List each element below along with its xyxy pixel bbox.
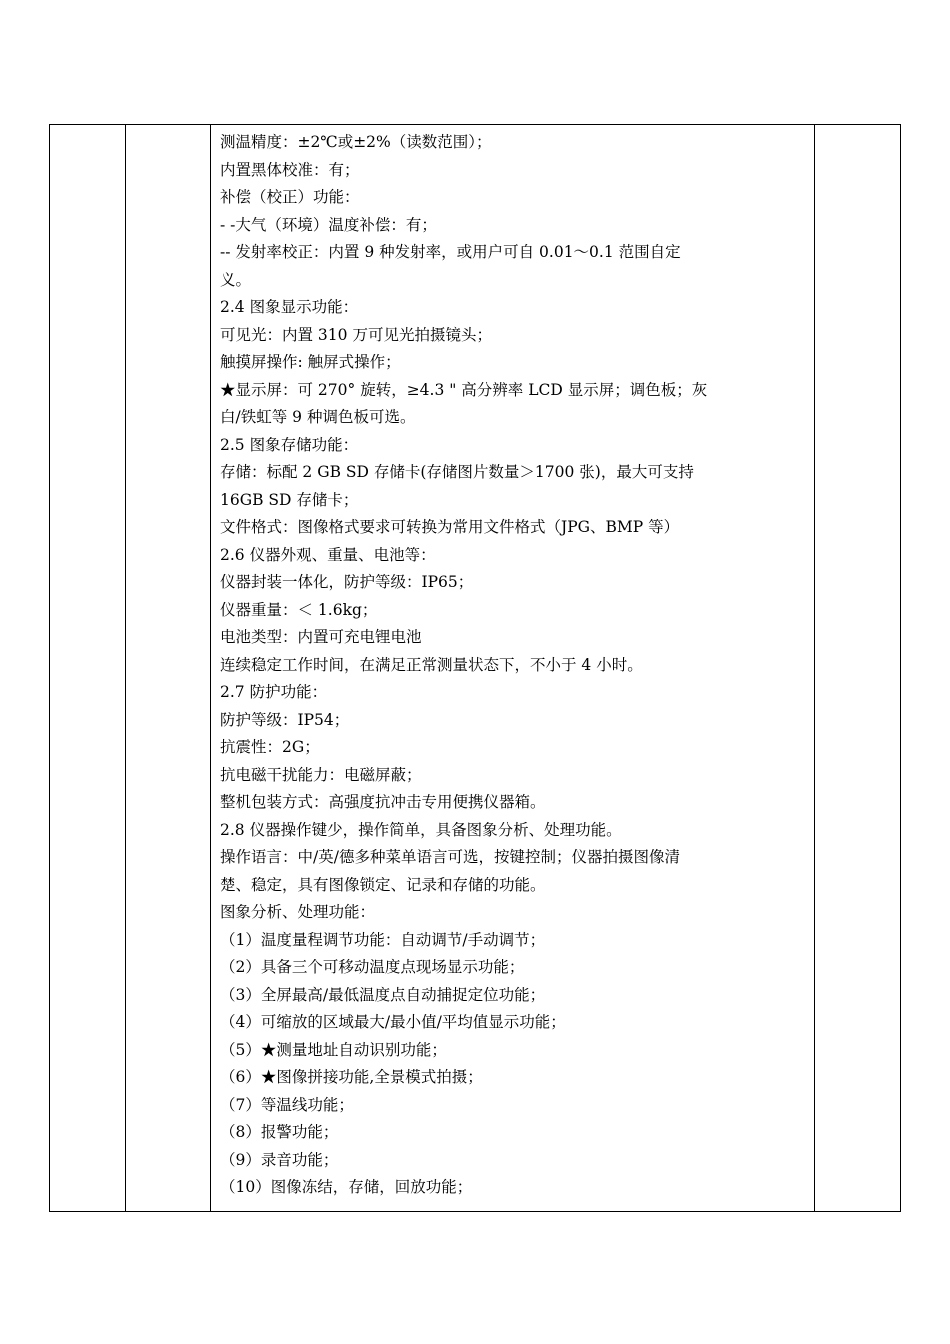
spec-line: （6）★图像拼接功能,全景模式拍摄； [220, 1068, 483, 1086]
spec-line: 抗震性：2G； [220, 738, 320, 756]
spec-line: 2.5 图象存储功能： [220, 435, 359, 454]
spec-line: （9）录音功能； [220, 1150, 339, 1169]
spec-line: 补偿（校正）功能： [220, 188, 360, 206]
spec-line: -- 发射率校正：内置 9 种发射率，或用户可自 0.01～0.1 范围自定 [220, 243, 681, 261]
spec-content-cell [220, 129, 808, 1202]
spec-line: 触摸屏操作: 触屏式操作； [220, 353, 401, 371]
spec-line: 仪器封装一体化，防护等级：IP65； [220, 573, 474, 591]
spec-line: （3）全屏最高/最低温度点自动捕捉定位功能； [220, 985, 546, 1004]
spec-line: ★显示屏：可 270° 旋转，≥4.3 " 高分辨率 LCD 显示屏；调色板；灰 [220, 380, 708, 399]
spec-line: （4）可缩放的区域最大/最小值/平均值显示功能； [220, 1013, 566, 1031]
spec-line: （7）等温线功能； [220, 1095, 354, 1114]
spec-line: （8）报警功能； [220, 1123, 339, 1141]
spec-line: - -大气（环境）温度补偿：有； [220, 215, 437, 234]
spec-table [49, 124, 901, 1212]
spec-line: （1）温度量程调节功能：自动调节/手动调节； [220, 930, 546, 949]
spec-line: 图象分析、处理功能： [220, 903, 376, 921]
spec-line: 测温精度：±2℃或±2%（读数范围）； [220, 133, 492, 151]
spec-line: 2.6 仪器外观、重量、电池等： [220, 545, 436, 564]
spec-line: 电池类型：内置可充电锂电池 [220, 628, 422, 646]
spec-line: 防护等级：IP54； [220, 710, 350, 729]
spec-line: 存储：标配 2 GB SD 存储卡(存储图片数量＞1700 张)，最大可支持 [220, 463, 694, 481]
spec-line: 2.4 图象显示功能： [220, 298, 359, 316]
spec-line: 文件格式：图像格式要求可转换为常用文件格式（JPG、BMP 等） [220, 518, 680, 536]
spec-line: （2）具备三个可移动温度点现场显示功能； [220, 958, 525, 976]
spec-line: 16GB SD 存储卡； [220, 490, 359, 509]
spec-line: 2.8 仪器操作键少，操作简单，具备图象分析、处理功能。 [220, 820, 622, 839]
spec-line: 义。 [220, 270, 252, 289]
spec-line: 整机包装方式：高强度抗冲击专用便携仪器箱。 [220, 793, 546, 811]
column-divider-1 [125, 125, 126, 1211]
spec-line: 连续稳定工作时间，在满足正常测量状态下，不小于 4 小时。 [220, 655, 643, 674]
spec-line: 抗电磁干扰能力：电磁屏蔽； [220, 765, 422, 784]
column-divider-2 [210, 125, 211, 1211]
spec-line: 2.7 防护功能： [220, 683, 328, 701]
spec-line: 操作语言：中/英/德多种菜单语言可选，按键控制；仪器拍摄图像清 [220, 848, 680, 866]
spec-line: 内置黑体校准：有； [220, 160, 360, 179]
spec-line: 白/铁虹等 9 种调色板可选。 [220, 408, 416, 426]
spec-line: 可见光：内置 310 万可见光拍摄镜头； [220, 325, 492, 344]
column-divider-3 [814, 125, 815, 1211]
spec-line: （5）★测量地址自动识别功能； [220, 1040, 447, 1059]
spec-line: 楚、稳定，具有图像锁定、记录和存储的功能。 [220, 875, 546, 894]
spec-line: （10）图像冻结，存储，回放功能； [220, 1178, 473, 1196]
spec-line: 仪器重量：＜ 1.6kg； [220, 600, 378, 619]
